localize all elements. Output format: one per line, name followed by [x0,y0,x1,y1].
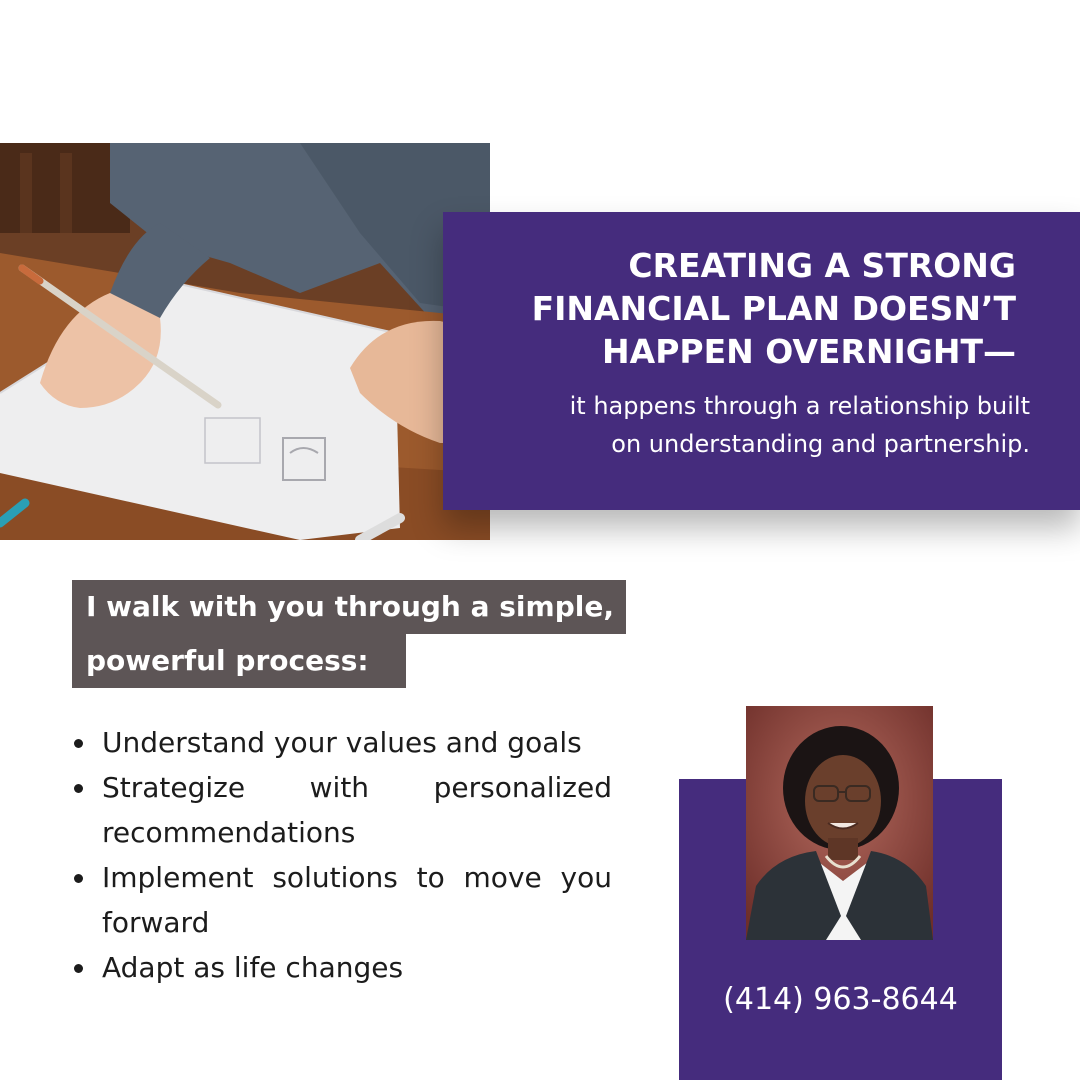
headline-subtitle [463,387,1030,463]
process-heading-line: powerful process: [72,634,406,688]
list-item [72,765,612,855]
list-item [72,720,612,765]
hero-photo-hands-drawing [0,143,490,540]
bullet-icon [74,964,83,973]
bullet-icon [74,739,83,748]
headline-title-line: FINANCIAL PLAN DOESN’T [531,289,1016,328]
headline-title-line: CREATING A STRONG [628,246,1016,285]
process-heading [72,580,672,688]
step-text: Adapt as life changes [102,951,404,984]
headline-subtitle-line: on understanding and partnership. [611,430,1030,458]
step-text: Strategize with personalized recommendations [102,771,612,849]
step-text: Understand your values and goals [102,726,582,759]
bullet-icon [74,784,83,793]
headline-panel [443,212,1080,510]
list-item [72,945,612,990]
headline-title [463,244,1016,373]
process-steps-list [72,720,612,990]
phone-number[interactable]: (414) 963-8644 [723,982,958,1017]
advisor-portrait [746,706,933,940]
process-heading-line: I walk with you through a simple, [72,580,626,634]
headline-subtitle-line: it happens through a relationship built [569,392,1030,420]
bullet-icon [74,874,83,883]
step-text: Implement solutions to move you forward [102,861,612,939]
list-item [72,855,612,945]
headline-title-line: HAPPEN OVERNIGHT— [602,332,1016,371]
